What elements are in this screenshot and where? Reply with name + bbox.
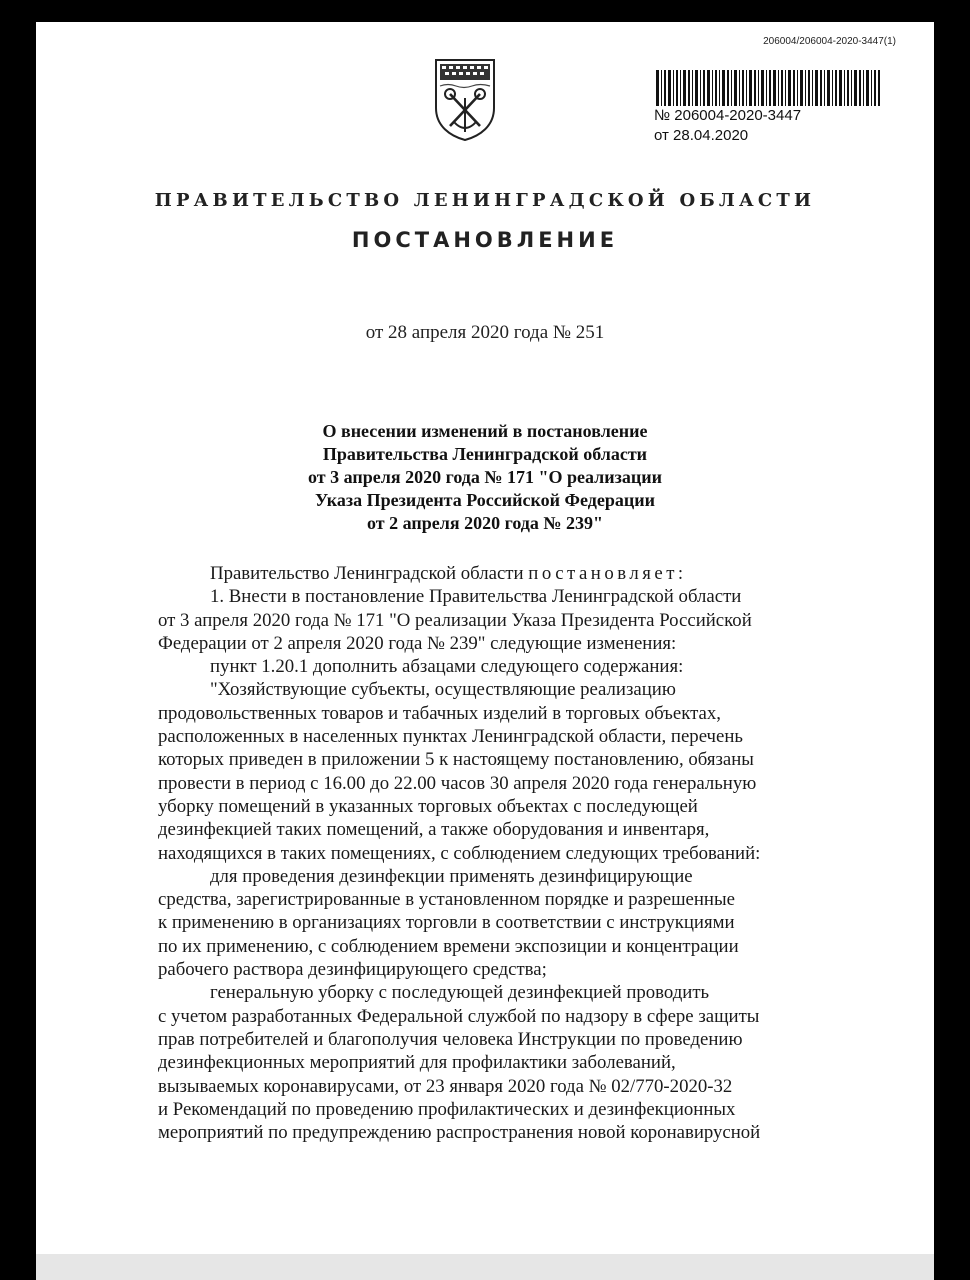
registration-stamp xyxy=(654,106,801,146)
body-line: находящихся в таких помещениях, с соблюдением следующих требований: xyxy=(158,842,761,864)
body-line: продовольственных товаров и табачных изделий в торговых объектах, xyxy=(158,702,721,724)
body-line: средства, зарегистрированные в установленном порядке и разрешенные xyxy=(158,889,735,911)
document-body xyxy=(158,562,810,1144)
body-line: "Хозяйствующие субъекты, осуществляющие реализацию xyxy=(210,679,676,701)
body-line: пункт 1.20.1 дополнить абзацами следующего содержания: xyxy=(210,656,684,678)
body-line: провести в период с 16.00 до 22.00 часов 30 апреля 2020 года генеральную xyxy=(158,772,757,794)
registration-number: № 206004-2020-3447 xyxy=(654,107,802,124)
body-line: прав потребителей и благополучия человека Инструкции по проведению xyxy=(158,1028,743,1050)
document-date: от 28 апреля 2020 года № 251 xyxy=(365,322,605,343)
document-title xyxy=(36,420,934,535)
body-line: уборку помещений в указанных торговых объектах с последующей xyxy=(158,795,698,817)
title-line: от 3 апреля 2020 года № 171 "О реализации xyxy=(308,467,662,487)
body-line: с учетом разработанных Федеральной службой по надзору в сфере защиты xyxy=(158,1005,760,1027)
body-line: вызываемых коронавирусами, от 23 января 2020 года № 02/770-2020-32 xyxy=(158,1075,733,1097)
body-intro xyxy=(158,562,810,585)
body-line: для проведения дезинфекции применять дезинфицирующие xyxy=(210,865,693,887)
body-line: дезинфекционных мероприятий для профилактики заболеваний, xyxy=(158,1052,676,1074)
title-line: от 2 апреля 2020 года № 239" xyxy=(367,513,603,533)
intro-verb: постановляет: xyxy=(528,563,687,584)
title-line: Правительства Ленинградской области xyxy=(322,444,648,464)
body-line: рабочего раствора дезинфицирующего средства; xyxy=(158,959,547,981)
title-line: О внесении изменений в постановление xyxy=(322,421,648,441)
body-line: дезинфекцией таких помещений, а также оборудования и инвентаря, xyxy=(158,819,710,841)
registration-reference: 206004/206004-2020-3447(1) xyxy=(763,36,896,47)
barcode xyxy=(656,70,880,106)
viewer-bottom-bar xyxy=(36,1254,934,1280)
body-line: 1. Внести в постановление Правительства Ленинградской области xyxy=(210,586,742,608)
body-line: расположенных в населенных пунктах Ленинградской области, перечень xyxy=(158,726,743,748)
body-line: мероприятий по предупреждению распространения новой коронавирусной xyxy=(158,1122,761,1144)
body-line: Федерации от 2 апреля 2020 года № 239" следующие изменения: xyxy=(158,632,677,654)
body-line: и Рекомендаций по проведению профилактических и дезинфекционных xyxy=(158,1098,736,1120)
organization-name: ПРАВИТЕЛЬСТВО ЛЕНИНГРАДСКОЙ ОБЛАСТИ xyxy=(154,190,816,211)
body-line: генеральную уборку с последующей дезинфекцией проводить xyxy=(210,982,710,1004)
coat-of-arms-icon xyxy=(432,56,498,142)
body-line: которых приведен в приложении 5 к настоящему постановлению, обязаны xyxy=(158,749,754,771)
document-type: ПОСТАНОВЛЕНИЕ xyxy=(351,228,619,252)
title-line: Указа Президента Российской Федерации xyxy=(315,490,655,510)
body-line: по их применению, с соблюдением времени экспозиции и концентрации xyxy=(158,935,739,957)
intro-subject: Правительство Ленинградской области xyxy=(210,563,524,584)
body-line: к применению в организациях торговли в соответствии с инструкциями xyxy=(158,912,735,934)
registration-date: от 28.04.2020 xyxy=(654,127,749,144)
body-line: от 3 апреля 2020 года № 171 "О реализации Указа Президента Российской xyxy=(158,609,752,631)
document-page xyxy=(36,22,934,1254)
